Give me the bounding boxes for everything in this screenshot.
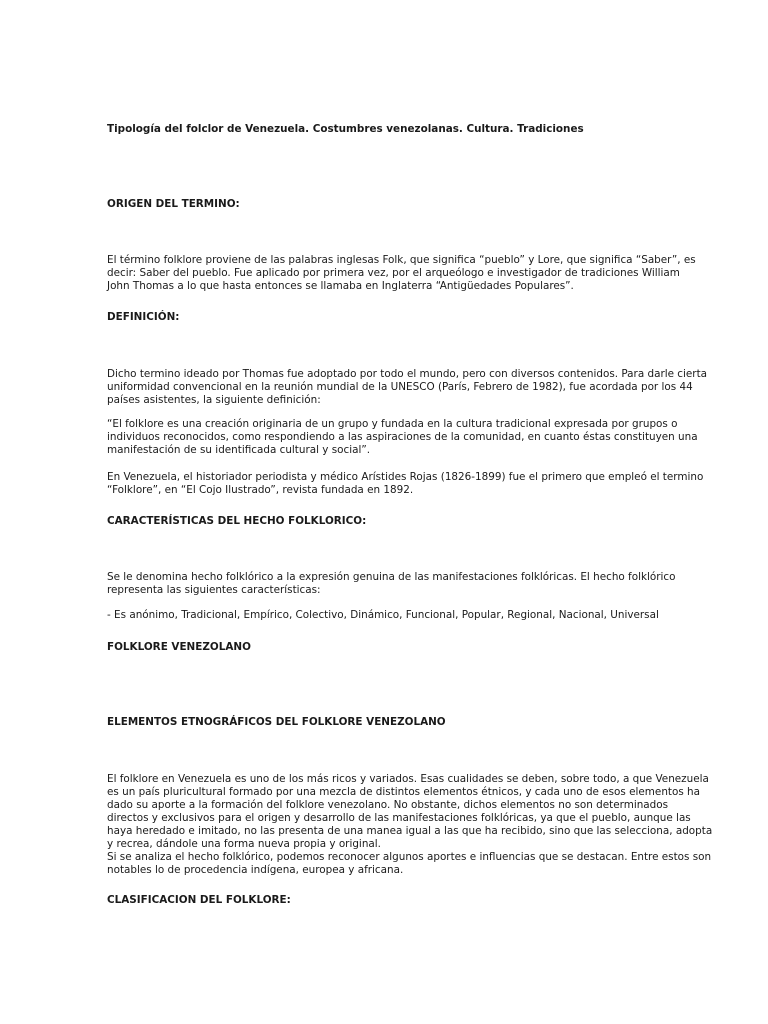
text-line: Si se analiza el hecho folklórico, podemos reconocer algunos aportes e influencias que se destacan. Entre estos son xyxy=(107,851,712,863)
paragraph-origen xyxy=(107,254,696,293)
text-line: es un país pluricultural formado por una mezcla de distintos elementos étnicos, y cada uno de esos elementos ha xyxy=(107,786,701,798)
text-line: haya heredado e imitado, no las presenta de una manea igual a las que ha recibido, sino que las selecciona, adopta xyxy=(107,825,713,837)
text-line: En Venezuela, el historiador periodista y médico Arístides Rojas (1826-1899) fue el primero que empleó el termino xyxy=(107,471,704,483)
paragraph-definicion-3 xyxy=(107,471,704,497)
paragraph-definicion-1 xyxy=(107,368,708,407)
document-title: Tipología del folclor de Venezuela. Costumbres venezolanas. Cultura. Tradiciones xyxy=(107,123,584,135)
paragraph-caracteristicas-1 xyxy=(107,571,676,597)
text-line: Se le denomina hecho folklórico a la expresión genuina de las manifestaciones folklóricas. El hecho folklórico xyxy=(107,571,676,583)
text-line: representa las siguientes características: xyxy=(107,584,321,596)
paragraph-caracteristicas-list xyxy=(107,609,662,622)
paragraph-definicion-quote xyxy=(107,418,698,457)
text-line: y recrea, dándole una forma nueva propia y original. xyxy=(107,838,381,850)
heading-definicion: DEFINICIÓN: xyxy=(107,311,180,323)
text-line: dado su aporte a la formación del folklore venezolano. No obstante, dichos elementos no son determinados xyxy=(107,799,669,811)
heading-clasificacion: CLASIFICACION DEL FOLKLORE: xyxy=(107,894,291,906)
text-line: uniformidad convencional en la reunión mundial de la UNESCO (París, Febrero de 1982), fue acordada por los 44 xyxy=(107,381,693,393)
text-line: países asistentes, la siguiente definición: xyxy=(107,394,321,406)
text-line: “Folklore”, en “El Cojo Ilustrado”, revista fundada en 1892. xyxy=(107,484,414,496)
text-line: John Thomas a lo que hasta entonces se llamaba en Inglaterra “Antigüedades Populares”. xyxy=(107,280,574,292)
heading-elementos: ELEMENTOS ETNOGRÁFICOS DEL FOLKLORE VENEZOLANO xyxy=(107,716,446,728)
text-line: notables lo de procedencia indígena, europea y africana. xyxy=(107,864,404,876)
text-line: “El folklore es una creación originaria de un grupo y fundada en la cultura tradicional expresada por grupos o xyxy=(107,418,678,430)
text-line: Dicho termino ideado por Thomas fue adoptado por todo el mundo, pero con diversos contenidos. Para darle cierta xyxy=(107,368,708,380)
text-line: El término folklore proviene de las palabras inglesas Folk, que significa “pueblo” y Lore, que significa “Saber”, es xyxy=(107,254,696,266)
heading-caracteristicas: CARACTERÍSTICAS DEL HECHO FOLKLORICO: xyxy=(107,515,367,527)
heading-folklore-venezolano: FOLKLORE VENEZOLANO xyxy=(107,641,251,653)
paragraph-elementos xyxy=(107,773,713,877)
text-line: manifestación de su identificada cultural y social”. xyxy=(107,444,371,456)
text-line: decir: Saber del pueblo. Fue aplicado por primera vez, por el arqueólogo e investigador de tradiciones William xyxy=(107,267,680,279)
text-line: directos y exclusivos para el origen y desarrollo de las manifestaciones folklóricas, ya que el pueblo, aunque las xyxy=(107,812,691,824)
text-line: El folklore en Venezuela es uno de los más ricos y variados. Esas cualidades se deben, sobre todo, a que Venezuela xyxy=(107,773,709,785)
heading-origen: ORIGEN DEL TERMINO: xyxy=(107,198,240,210)
text-line: - Es anónimo, Tradicional, Empírico, Colectivo, Dinámico, Funcional, Popular, Regional, Nacional, Universal xyxy=(107,609,659,621)
text-line: individuos reconocidos, como respondiendo a las aspiraciones de la comunidad, en cuanto éstas constituyen una xyxy=(107,431,698,443)
